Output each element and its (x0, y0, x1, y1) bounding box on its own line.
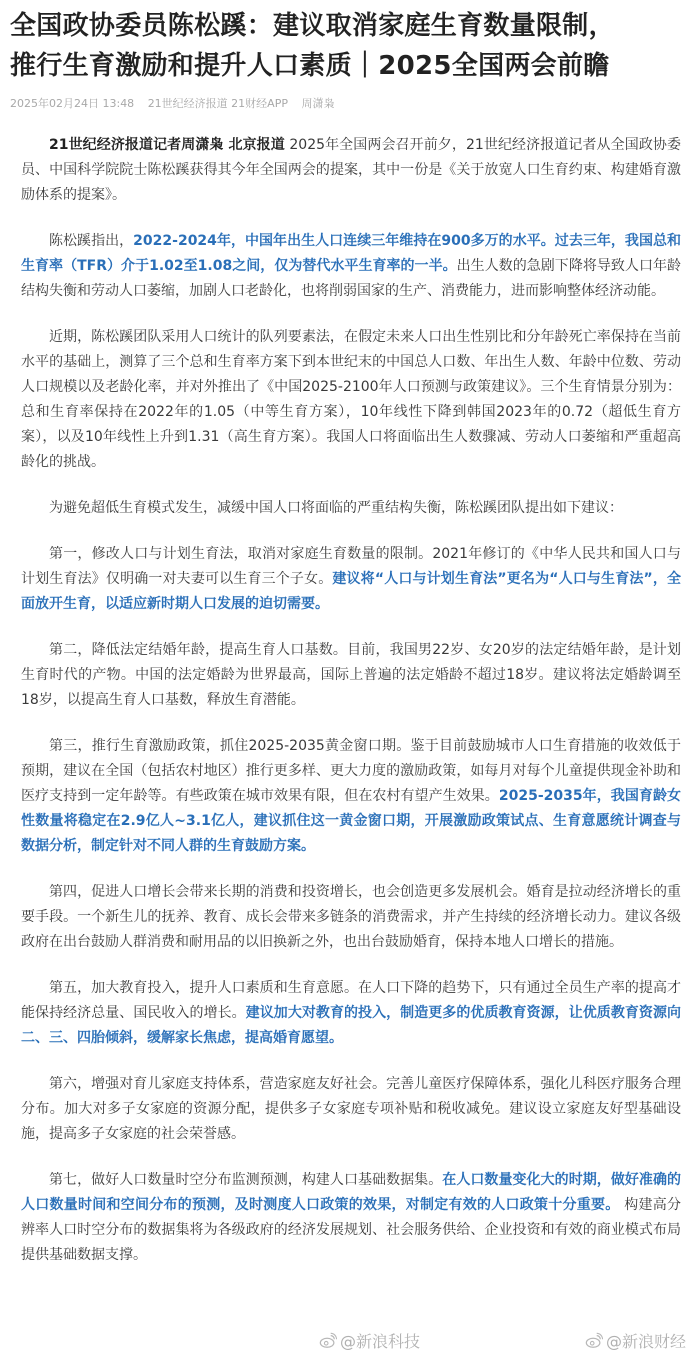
title-line-1: 全国政协委员陈松蹊：建议取消家庭生育数量限制， (10, 11, 615, 41)
highlighted-text: 2025-2035年，我国育龄女性数量将稳定在2.9亿人~3.1亿人，建议抓住这一黄金窗口期，开展激励政策试点、生育意愿统计调查与数据分析，制定针对不同人群的生育鼓励方案。 (21, 788, 681, 854)
highlighted-text: 在人口数量变化大的时期，做好准确的人口数量时间和空间分布的预测，及时测度人口政策的效果，对制定有效的人口政策十分重要。 (21, 1172, 682, 1213)
byline-lead: 21世纪经济报道记者周潇枭 北京报道 (49, 137, 285, 153)
article-paragraph (21, 1168, 681, 1268)
article-paragraph (21, 229, 681, 304)
source-link[interactable]: 21世纪经济报道 21财经APP (147, 97, 288, 110)
author-name: 周潇枭 (301, 97, 335, 110)
body-text: 第一，修改人口与计划生育法，取消对家庭生育数量的限制。2021年修订的《中华人民共和国人口与计划生育法》仅明确一对夫妻可以生育三个子女。 (21, 546, 681, 587)
article-meta (10, 95, 344, 111)
body-text: 第六，增强对育儿家庭支持体系，营造家庭友好社会。完善儿童医疗保障体系，强化儿科医疗服务合理分布。加大对多子女家庭的资源分配，提供多子女家庭专项补贴和税收减免。建议设立家庭友好型基础设施，提高多子女家庭的社会荣誉感。 (21, 1076, 681, 1142)
article-paragraph (21, 734, 681, 859)
body-text: 构建高分辨率人口时空分布的数据集将为各级政府的经济发展规划、社会服务供给、企业投资和有效的商业模式布局提供基础数据支撑。 (21, 1197, 682, 1263)
body-text: 近期，陈松蹊团队采用人口统计的队列要素法，在假定未来人口出生性别比和分年龄死亡率保持在当前水平的基础上，测算了三个总和生育率方案下到本世纪末的中国总人口数、年出生人数、年龄中位数、劳动人口规模以及老龄化率，并对外推出了《中国2025-2100年人口预测与政策建议》。三个生育情景分别为：总和生育率保持在2022年的1.05（中等生育方案），10年线性下降到韩国2023年的0.72（超低生育方案），以及10年线性上升到1.31（高生育方案）。我国人口将面临出生人数骤减、劳动人口萎缩和严重超高龄化的挑战。 (21, 329, 681, 470)
article-paragraph (21, 496, 681, 521)
body-text: 第七，做好人口数量时空分布监测预测，构建人口基础数据集。 (49, 1172, 443, 1188)
watermark-label: @新浪财经 (606, 1332, 687, 1351)
body-text: 第三，推行生育激励政策，抓住2025-2035黄金窗口期。鉴于目前鼓励城市人口生育措施的收效低于预期，建议在全国（包括农村地区）推行更多样、更大力度的激励政策，如每月对每个儿童提供现金补助和医疗支持到一定年龄等。有些政策在城市效果有限，但在农村有望产生效果。 (21, 738, 681, 804)
article-title (10, 6, 682, 86)
highlighted-text: 建议加大对教育的投入，制造更多的优质教育资源，让优质教育资源向二、三、四胎倾斜，缓解家长焦虑，提高婚育愿望。 (21, 1005, 682, 1046)
article-paragraph (21, 638, 681, 713)
title-line-2: 推行生育激励和提升人口素质｜2025全国两会前瞻 (10, 51, 610, 81)
body-text: 为避免超低生育模式发生，减缓中国人口将面临的严重结构失衡，陈松蹊团队提出如下建议： (49, 500, 623, 516)
body-text: 陈松蹊指出， (49, 233, 134, 249)
body-text: 第四，促进人口增长会带来长期的消费和投资增长，也会创造更多发展机会。婚育是拉动经济增长的重要手段。一个新生儿的抚养、教育、成长会带来多链条的消费需求，并产生持续的经济增长动力。建议各级政府在出台鼓励人群消费和耐用品的以旧换新之外，也出台鼓励婚育，保持本地人口增长的措施。 (21, 884, 681, 950)
article-body (21, 133, 681, 1289)
article-paragraph (21, 325, 681, 475)
watermark-sina-finance (585, 1329, 686, 1352)
weibo-icon (585, 1332, 603, 1350)
publish-date: 2025年02月24日 13:48 (10, 97, 135, 110)
highlighted-text: 2022-2024年，中国年出生人口连续三年维持在900多万的水平。过去三年，我国总和生育率（TFR）介于1.02至1.08之间，仅为替代水平生育率的一半。 (21, 233, 682, 274)
article-paragraph (21, 133, 681, 208)
watermark-label: @新浪科技 (340, 1332, 421, 1351)
body-text: 第五，加大教育投入，提升人口素质和生育意愿。在人口下降的趋势下，只有通过全员生产率的提高才能保持经济总量、国民收入的增长。 (21, 980, 681, 1021)
article-paragraph (21, 880, 681, 955)
body-text: 第二，降低法定结婚年龄，提高生育人口基数。目前，我国男22岁、女20岁的法定结婚年龄，是计划生育时代的产物。中国的法定婚龄为世界最高，国际上普遍的法定婚龄不超过18岁。建议将法定婚龄调至18岁，以提高生育人口基数，释放生育潜能。 (21, 642, 681, 708)
body-text: 出生人数的急剧下降将导致人口年龄结构失衡和劳动人口萎缩，加剧人口老龄化，也将削弱国家的生产、消费能力，进而影响整体经济动能。 (21, 258, 682, 299)
article-paragraph (21, 542, 681, 617)
highlighted-text: 建议将“人口与计划生育法”更名为“人口与生育法”，全面放开生育，以适应新时期人口发展的迫切需要。 (21, 571, 682, 612)
body-text: 2025年全国两会召开前夕，21世纪经济报道记者从全国政协委员、中国科学院院士陈松蹊获得其今年全国两会的提案，其中一份是《关于放宽人口生育约束、构建婚育激励体系的提案》。 (21, 137, 681, 203)
weibo-icon (319, 1332, 337, 1350)
watermark-sina-tech (319, 1329, 420, 1352)
article-paragraph (21, 1072, 681, 1147)
article-paragraph (21, 976, 681, 1051)
